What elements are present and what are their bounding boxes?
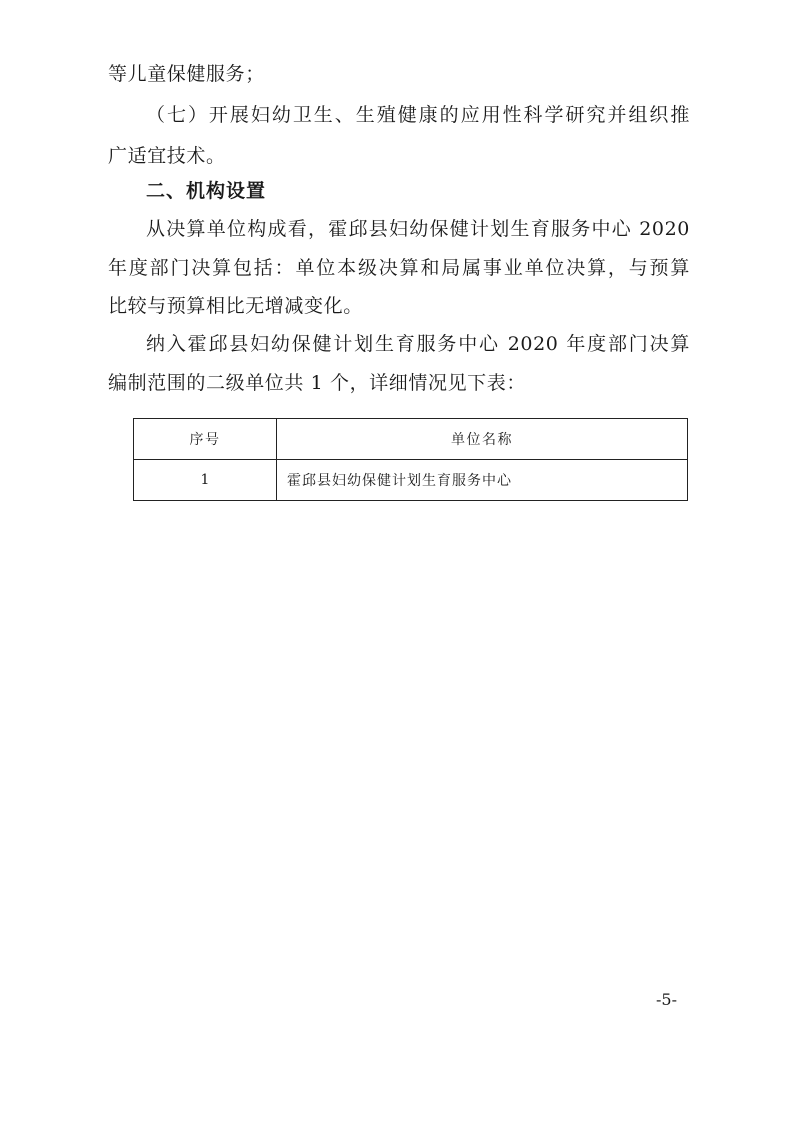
table-header-name: 单位名称 (277, 419, 688, 460)
table-cell-index: 1 (134, 460, 277, 501)
table-cell-name: 霍邱县妇幼保健计划生育服务中心 (277, 460, 688, 501)
paragraph1-line-3: 比较与预算相比无增减变化。 (108, 295, 363, 317)
section-heading: 二、机构设置 (146, 180, 267, 202)
page-number: -5- (656, 990, 677, 1009)
paragraph1-line-2: 年度部门决算包括：单位本级决算和局属事业单位决算，与预算 (108, 257, 690, 279)
paragraph1-line-1: 从决算单位构成看，霍邱县妇幼保健计划生育服务中心 2020 (146, 218, 690, 240)
paragraph2-line-1: 纳入霍邱县妇幼保健计划生育服务中心 2020 年度部门决算 (146, 333, 690, 355)
table-row (134, 460, 688, 501)
paragraph2-line-2: 编制范围的二级单位共 1 个，详细情况见下表： (108, 372, 526, 394)
table-header-index: 序号 (134, 419, 277, 460)
body-line-3: 广适宜技术。 (108, 145, 226, 167)
body-line-2: （七）开展妇幼卫生、生殖健康的应用性科学研究并组织推 (146, 104, 690, 126)
body-line-1: 等儿童保健服务； (108, 63, 265, 85)
table-header-row (134, 419, 688, 460)
unit-table (133, 418, 688, 501)
